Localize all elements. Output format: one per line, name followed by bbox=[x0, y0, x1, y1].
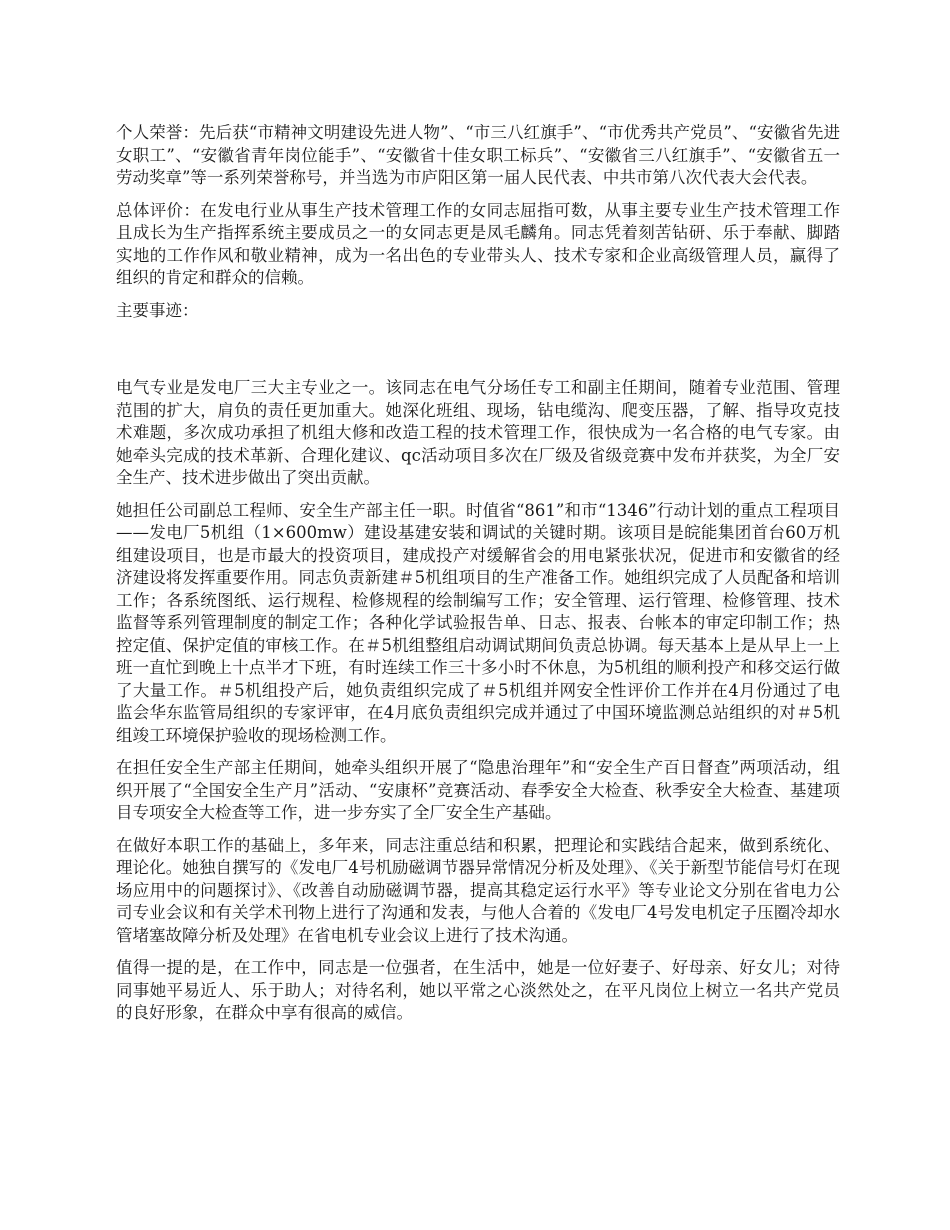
publications-paragraph: 在做好本职工作的基础上，多年来，同志注重总结和积累，把理论和实践结合起来，做到系统化、理论化。她独自撰写的《发电厂4号机励磁调节器异常情况分析及处理》、《关于新型节能信号灯在现场应用中的问题探讨》、《改善自动励磁调节器，提高其稳定运行水平》等专业论文分别在省电力公司专业会议和有关学术刊物上进行了沟通和发表，与他人合着的《发电厂4号发电机定子压圈冷却水管堵塞故障分析及处理》在省电机专业会议上进行了技术沟通。 bbox=[116, 835, 840, 945]
electrical-specialty-paragraph: 电气专业是发电厂三大主专业之一。该同志在电气分场任专工和副主任期间，随着专业范围、管理范围的扩大，肩负的责任更加重大。她深化班组、现场，钻电缆沟、爬变压器，了解、指导攻克技术难题，多次成功承担了机组大修和改造工程的技术管理工作，很快成为一名合格的电气专家。由她牵头完成的技术革新、合理化建议、qc活动项目多次在厂级及省级竞赛中发布并获奖，为全厂安全生产、技术进步做出了突出贡献。 bbox=[116, 378, 840, 487]
honors-paragraph: 个人荣誉：先后获“市精神文明建设先进人物”、“市三八红旗手”、“市优秀共产党员”、“安徽省先进女职工”、“安徽省青年岗位能手”、“安徽省十佳女职工标兵”、“安徽省三八红旗手”、“安徽省五一劳动奖章”等一系列荣誉称号，并当选为市庐阳区第一届人民代表、中共市第八次代表大会代表。 bbox=[116, 123, 840, 187]
evaluation-paragraph: 总体评价：在发电行业从事生产技术管理工作的女同志屈指可数，从事主要专业生产技术管理工作且成长为生产指挥系统主要成员之一的女同志更是凤毛麟角。同志凭着刻苦钻研、乐于奉献、脚踏实地的工作作风和敬业精神，成为一名出色的专业带头人、技术专家和企业高级管理人员，赢得了组织的肯定和群众的信赖。 bbox=[116, 200, 840, 287]
deputy-chief-engineer-paragraph: 她担任公司副总工程师、安全生产部主任一职。时值省“861”和市“1346”行动计划的重点工程项目——发电厂5机组（1×600mw）建设基建安装和调试的关键时期。该项目是皖能集团首台60万机组建设项目，也是市最大的投资项目，建成投产对缓解省会的用电紧张状况，促进市和安徽省的经济建设将发挥重要作用。同志负责新建＃5机组项目的生产准备工作。她组织完成了人员配备和培训工作；各系统图纸、运行规程、检修规程的绘制编写工作；安全管理、运行管理、检修管理、技术监督等系列管理制度的制定工作；各种化学试验报告单、日志、报表、台帐本的审定印制工作；热控定值、保护定值的审核工作。在＃5机组整组启动调试期间负责总协调。每天基本上是从早上一上班一直忙到晚上十点半才下班，有时连续工作三十多小时不休息，为5机组的顺利投产和移交运行做了大量工作。＃5机组投产后，她负责组织完成了＃5机组并网安全性评价工作并在4月份通过了电监会华东监管局组织的专家评审，在4月底负责组织完成并通过了中国环境监测总站组织的对＃5机组竣工环境保护验收的现场检测工作。 bbox=[116, 500, 840, 745]
safety-director-paragraph: 在担任安全生产部主任期间，她牵头组织开展了“隐患治理年”和“安全生产百日督查”两项活动，组织开展了“全国安全生产月”活动、“安康杯”竞赛活动、春季安全大检查、秋季安全大检查、基建项目专项安全大检查等工作，进一步夯实了全厂安全生产基础。 bbox=[116, 758, 840, 822]
document-body bbox=[116, 122, 840, 1025]
personal-life-paragraph: 值得一提的是，在工作中，同志是一位强者，在生活中，她是一位好妻子、好母亲、好女儿；对待同事她平易近人、乐于助人；对待名利，她以平常之心淡然处之，在平凡岗位上树立一名共产党员的良好形象，在群众中享有很高的威信。 bbox=[116, 958, 840, 1022]
main-deeds-heading: 主要事迹： bbox=[116, 300, 199, 320]
